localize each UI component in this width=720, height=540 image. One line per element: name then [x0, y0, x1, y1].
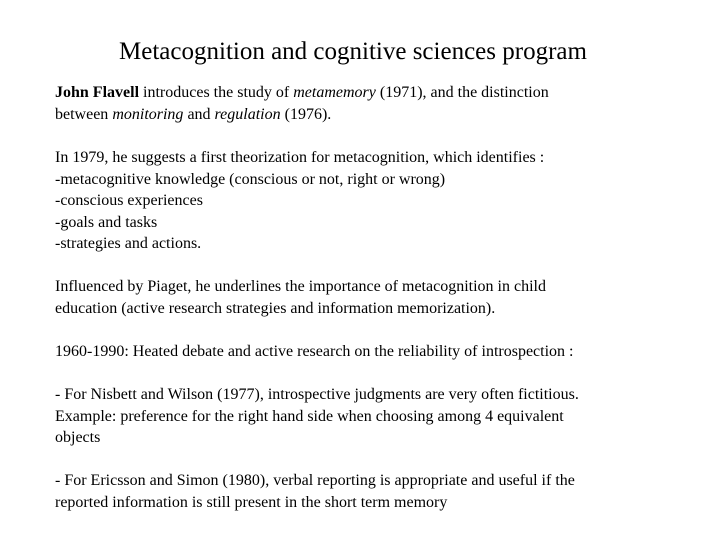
- paragraph-line: [55, 82, 705, 104]
- paragraph-line: - For Nisbett and Wilson (1977), introspective judgments are very often fictitious.: [55, 386, 579, 403]
- text-segment: and: [183, 105, 215, 123]
- text-segment: introduces the study of: [139, 84, 294, 101]
- author-name: John Flavell: [55, 84, 140, 101]
- paragraph-nisbett-wilson: [55, 384, 705, 449]
- list-item: -strategies and actions.: [55, 235, 202, 252]
- paragraph-piaget: [55, 276, 705, 319]
- paragraph-ericsson-simon: [55, 470, 705, 513]
- paragraph-line: - For Ericsson and Simon (1980), verbal reporting is appropriate and useful if the: [55, 472, 575, 489]
- slide-title: Metacognition and cognitive sciences program: [119, 38, 587, 65]
- text-segment: between: [55, 105, 113, 123]
- paragraph-line: Example: preference for the right hand side when choosing among 4 equivalent: [55, 407, 564, 425]
- paragraph-flavell-intro: [55, 82, 705, 125]
- text-segment: (1971), and the distinction: [375, 84, 549, 101]
- paragraph-line: In 1979, he suggests a first theorization for metacognition, which identifies :: [55, 149, 545, 166]
- paragraph-line: education (active research strategies and information memorization).: [55, 299, 496, 317]
- list-item: -conscious experiences: [55, 192, 203, 209]
- paragraph-line: objects: [55, 429, 101, 446]
- paragraph-theorization: [55, 147, 705, 255]
- term-monitoring: monitoring: [112, 105, 184, 123]
- paragraph-introspection-debate: [55, 341, 705, 363]
- list-item: -goals and tasks: [55, 213, 158, 231]
- paragraph-line: Influenced by Piaget, he underlines the importance of metacognition in child: [55, 278, 546, 295]
- paragraph-line: reported information is still present in the short term memory: [55, 493, 448, 511]
- list-item: -metacognitive knowledge (conscious or not, right or wrong): [55, 170, 446, 188]
- paragraph-line: [55, 104, 705, 126]
- text-segment: (1976).: [280, 105, 332, 123]
- paragraph-line: 1960-1990: Heated debate and active research on the reliability of introspection :: [55, 343, 574, 360]
- term-regulation: regulation: [214, 105, 281, 123]
- term-metamemory: metamemory: [293, 84, 376, 101]
